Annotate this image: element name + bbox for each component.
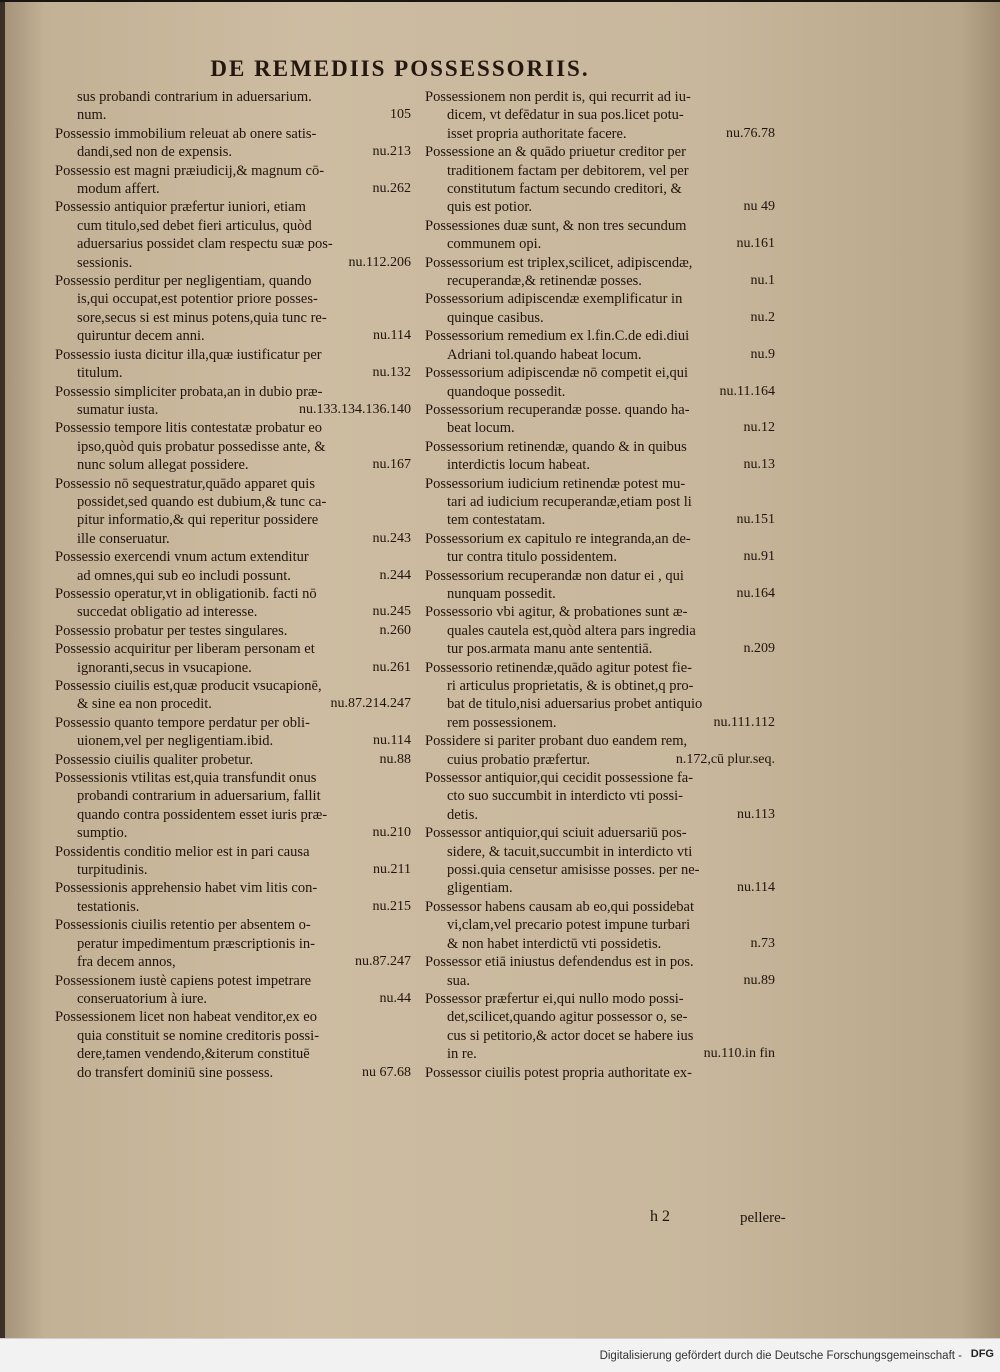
index-entry-line: nu.11.164 quandoque possedit. — [447, 383, 775, 400]
index-entry-reference: nu.9 — [750, 346, 775, 362]
index-entry-line: aduersarius possidet clam respectu suæ pos- — [77, 236, 333, 253]
index-entry-line: Possessorio vbi agitur, & probationes sunt æ- — [425, 604, 688, 621]
index-entry-reference: nu.213 — [372, 144, 411, 160]
index-entry-reference: nu.133.134.136.140 — [299, 401, 411, 417]
index-entry-reference: nu.114 — [373, 733, 411, 749]
index-entry — [425, 254, 775, 291]
index-entry — [55, 972, 411, 1009]
index-entry-line: cto suo succumbit in interdicto vti possi- — [447, 788, 684, 805]
index-entry-line: nu.12 beat locum. — [447, 420, 775, 437]
index-entry-line: n.209 tur pos.armata manu ante sententiā. — [447, 641, 775, 658]
dfg-logo: DFG — [970, 1348, 994, 1360]
index-entry-line: Possessorium adipiscendæ nō competit ei,qui — [425, 365, 688, 382]
index-entry-line: nu.261 ignoranti,secus in vsucapione. — [77, 659, 411, 676]
index-entry-line: Possessio acquiritur per liberam personam et — [55, 641, 315, 658]
index-entry-line: Possessorium est triplex,scilicet, adipiscendæ, — [425, 254, 693, 271]
index-entry-line: nu.215 testationis. — [77, 898, 411, 915]
index-entry-line: nu.262 modum affert. — [77, 181, 411, 198]
index-entry-reference: nu.211 — [373, 862, 411, 878]
index-entry-line: peratur impedimentum præscriptionis in- — [77, 935, 315, 952]
index-entry-reference: nu.114 — [737, 880, 775, 896]
index-entry-line: Possessio antiquior præfertur iuniori, etiam — [55, 199, 306, 216]
index-entry — [55, 272, 411, 346]
index-entry — [425, 990, 775, 1064]
index-entry-line: nu.211 turpitudinis. — [77, 862, 411, 879]
index-entry — [55, 1008, 411, 1082]
index-entry-line: nu.113 detis. — [447, 806, 775, 823]
index-entry-reference: nu.113 — [737, 806, 775, 822]
index-entry — [55, 585, 411, 622]
index-entry-line: Possessionis vtilitas est,quia transfundit onus — [55, 770, 317, 787]
index-entry-line: det,scilicet,quando agitur possessor o, se- — [447, 1009, 688, 1026]
index-entry-line: possidet,sed quando est dubium,& tunc ca- — [77, 493, 327, 510]
index-entry-line: nu.44 conseruatorium à iure. — [77, 990, 411, 1007]
index-entry-line: nu.87.247 fra decem annos, — [77, 954, 411, 971]
index-entry — [425, 401, 775, 438]
index-entry — [55, 125, 411, 162]
index-entry-reference: nu.164 — [736, 585, 775, 601]
index-entry-line: Possessionem non perdit is, qui recurrit ad iu- — [425, 89, 691, 105]
index-entry-line: Possessio iusta dicitur illa,quæ iustificatur per — [55, 346, 322, 363]
index-entry-reference: nu.87.214.247 — [330, 696, 411, 712]
index-entry — [425, 530, 775, 567]
index-entry-line: Possidentis conditio melior est in pari causa — [55, 843, 310, 860]
index-entry — [425, 824, 775, 898]
index-entry-line: Possidere si pariter probant duo eandem rem, — [425, 733, 688, 750]
index-entry-line: Possessor antiquior,qui cecidit possessione fa- — [425, 770, 694, 787]
index-entry-line: n.260 Possessio probatur per testes singulares. — [55, 622, 411, 639]
index-entry — [55, 346, 411, 383]
index-entry — [425, 364, 775, 401]
index-entry-line: Possessionem iustè capiens potest impetrare — [55, 972, 312, 989]
index-entry-line: nu 67.68 do transfert dominiū sine possess. — [77, 1064, 411, 1081]
index-entry-line: traditionem factam per debitorem, vel per — [447, 162, 689, 179]
index-entry-line: Possessorium adipiscendæ exemplificatur in — [425, 291, 683, 308]
index-entry-line: Possessorium ex capitulo re integranda,an de- — [425, 530, 691, 547]
index-entry-line: Possessione an & quādo priuetur creditor per — [425, 144, 686, 161]
index-entry-line: nu.161 communem opi. — [447, 236, 775, 253]
index-entry-line: nu.1 recuperandæ,& retinendæ posses. — [447, 273, 775, 290]
index-entry-line: constitutum factum secundo creditori, & — [447, 181, 682, 198]
index-entry-line: nu.164 nunquam possedit. — [447, 585, 775, 602]
index-entry-line: Possessorium recuperandæ posse. quando ha- — [425, 401, 690, 418]
index-entry-line: quia constituit se nomine creditoris possi- — [77, 1027, 320, 1044]
index-entry-line: Possessio quanto tempore perdatur per obli- — [55, 714, 310, 731]
index-entry-line: 105 num. — [77, 107, 411, 124]
index-entry — [55, 198, 411, 272]
index-entry-line: Possessor ciuilis potest propria authoritate ex- — [425, 1064, 692, 1081]
index-entry — [55, 843, 411, 880]
index-entry — [55, 751, 411, 769]
index-entry-line: cum titulo,sed debet fieri articulus, quòd — [77, 217, 312, 234]
index-entry-line: Possessorium remedium ex l.fin.C.de edi.diui — [425, 328, 690, 345]
index-entry-reference: nu.2 — [750, 309, 775, 325]
index-entry-reference: nu.88 — [379, 751, 411, 767]
index-entry-line: Possessio perditur per negligentiam, quando — [55, 273, 312, 290]
index-entry — [55, 419, 411, 474]
index-entry-line: ipso,quòd quis probatur possedisse ante, & — [77, 438, 326, 455]
index-entry-line: Possessorium recuperandæ non datur ei , qui — [425, 567, 684, 584]
index-entry-reference: nu.210 — [372, 825, 411, 841]
index-entry-reference: n.209 — [743, 641, 775, 657]
catchword: pellere- — [740, 1210, 786, 1226]
index-entry-line: dere,tamen vendendo,&iterum constituē — [77, 1046, 310, 1063]
index-entry-reference: nu.215 — [372, 898, 411, 914]
index-entry-line: nu.111.112 rem possessionem. — [447, 714, 775, 731]
index-entry-line: nu.213 dandi,sed non de expensis. — [77, 144, 411, 161]
index-entry-reference: nu.1 — [750, 273, 775, 289]
index-entry-line: nu.114 uionem,vel per negligentiam.ibid. — [77, 733, 411, 750]
index-entry-line: Possessiones duæ sunt, & non tres secundum — [425, 217, 687, 234]
index-entry — [425, 1064, 775, 1082]
index-entry-line: Possessionem licet non habeat venditor,ex eo — [55, 1009, 317, 1026]
index-entry-reference: n.73 — [750, 935, 775, 951]
index-entry — [55, 548, 411, 585]
index-entry-line: nu.110.in fin in re. — [447, 1046, 775, 1063]
index-entry — [55, 88, 411, 125]
footer-bar — [0, 1338, 1000, 1372]
index-entry-line: n.172,cū plur.seq. cuius probatio præfertur. — [447, 751, 775, 768]
index-entry-line: bat de titulo,nisi aduersarius probet antiquio — [447, 696, 703, 713]
index-entry-line: is,qui occupat,est potentior priore posses- — [77, 291, 318, 308]
index-entry-line: sus probandi contrarium in aduersarium. — [77, 89, 312, 105]
index-entry-reference: 105 — [390, 107, 411, 123]
index-entry-reference: nu.87.247 — [355, 954, 411, 970]
index-entry-line: possi.quia censetur amisisse posses. per ne- — [447, 862, 700, 879]
index-entry-line: nu.76.78 isset propria authoritate facere. — [447, 125, 775, 142]
index-entry-reference: nu.114 — [373, 328, 411, 344]
index-entry — [425, 567, 775, 604]
index-entry-line: nu.151 tem contestatam. — [447, 512, 775, 529]
index-entry-line: cus si petitorio,& actor docet se habere ius — [447, 1027, 694, 1044]
index-entry-line: nu.114 quiruntur decem anni. — [77, 328, 411, 345]
index-entry-reference: nu.91 — [743, 549, 775, 565]
index-entry-line: Possessor etiā iniustus defendendus est in pos. — [425, 954, 694, 971]
index-entry-line: Possessorium iudicium retinendæ potest mu- — [425, 475, 686, 492]
index-entry-line: Possessio ciuilis est,quæ producit vsucapionē, — [55, 678, 322, 694]
index-entry-line: nu.88 Possessio ciuilis qualiter probetur. — [55, 751, 411, 768]
index-entry — [425, 217, 775, 254]
index-entry-line: nu.167 nunc solum allegat possidere. — [77, 457, 411, 474]
index-entry-line: Possessio nō sequestratur,quādo apparet quis — [55, 475, 315, 492]
index-entry-reference: nu.111.112 — [713, 714, 775, 730]
index-entry — [55, 769, 411, 843]
index-entry-reference: nu 49 — [743, 199, 775, 215]
index-entry-line: nu.245 succedat obligatio ad interesse. — [77, 604, 411, 621]
index-entry-line: nu.89 sua. — [447, 972, 775, 989]
index-entry — [425, 769, 775, 824]
index-entry — [55, 640, 411, 677]
index-entry — [55, 879, 411, 916]
index-entry-line: nu.87.214.247 & sine ea non procedit. — [77, 696, 411, 713]
index-entry-reference: nu.167 — [372, 457, 411, 473]
index-column-right — [425, 88, 775, 1082]
index-entry-line: sidere, & tacuit,succumbit in interdicto vti — [447, 843, 693, 860]
index-entry-line: Possessio immobilium releuat ab onere satis- — [55, 125, 317, 142]
index-entry — [425, 290, 775, 327]
index-entry — [425, 327, 775, 364]
index-entry-line: Possessio tempore litis contestatæ probatur eo — [55, 420, 323, 437]
index-entry-line: Possessio est magni præiudicij,& magnum cō- — [55, 162, 325, 179]
index-entry-reference: nu.261 — [372, 659, 411, 675]
index-entry — [55, 475, 411, 549]
footer-funding-text: Digitalisierung gefördert durch die Deutsche Forschungsgemeinschaft - — [599, 1350, 962, 1362]
signature-mark: h 2 — [650, 1208, 670, 1225]
index-entry-line: nu.2 quinque casibus. — [447, 309, 775, 326]
index-entry — [425, 438, 775, 475]
index-entry-reference: nu.132 — [372, 365, 411, 381]
index-entry — [55, 916, 411, 971]
index-entry-line: nu.13 interdictis locum habeat. — [447, 457, 775, 474]
index-entry — [425, 659, 775, 733]
index-entry-line: dicem, vt defēdatur in sua pos.licet potu- — [447, 107, 684, 124]
index-entry-line: Possessionis ciuilis retentio per absentem o- — [55, 917, 311, 934]
index-entry-line: n.73 & non habet interdictū vti possidetis. — [447, 935, 775, 952]
index-entry-line: pitur informatio,& qui reperitur possidere — [77, 512, 319, 529]
index-entry-line: tari ad iudicium recuperandæ,etiam post li — [447, 493, 692, 510]
index-entry-line: sore,secus si est minus potens,quia tunc re- — [77, 309, 327, 326]
index-entry-reference: nu.13 — [743, 457, 775, 473]
index-entry-reference: nu.262 — [372, 181, 411, 197]
index-entry-reference: nu.151 — [736, 512, 775, 528]
index-entry-line: nu.243 ille conseruatur. — [77, 530, 411, 547]
index-entry — [425, 88, 775, 143]
index-entry-reference: nu.110.in fin — [703, 1046, 775, 1062]
index-entry-line: nu.210 sumptio. — [77, 825, 411, 842]
index-entry-line: nu.132 titulum. — [77, 365, 411, 382]
index-entry-line: probandi contrarium in aduersarium, fallit — [77, 788, 321, 805]
index-entry — [425, 953, 775, 990]
index-entry — [425, 732, 775, 769]
index-entry-reference: n.244 — [379, 567, 411, 583]
index-entry — [55, 677, 411, 714]
index-entry-reference: nu.161 — [736, 236, 775, 252]
index-entry-line: Possessor præfertur ei,qui nullo modo possi- — [425, 990, 684, 1007]
index-entry-reference: nu.112.206 — [348, 254, 411, 270]
index-entry-line: nu.114 gligentiam. — [447, 880, 775, 897]
index-entry-line: Possessor habens causam ab eo,qui possidebat — [425, 898, 695, 915]
index-entry — [55, 622, 411, 640]
index-entry — [425, 143, 775, 217]
index-entry — [425, 898, 775, 953]
index-entry-reference: nu.243 — [372, 530, 411, 546]
index-entry-line: quales cautela est,quòd altera pars ingredia — [447, 622, 696, 639]
index-entry — [55, 714, 411, 751]
index-entry — [425, 603, 775, 658]
index-entry-line: Possessio exercendi vnum actum extenditur — [55, 549, 309, 566]
index-entry — [55, 383, 411, 420]
index-entry-line: Possessorium retinendæ, quando & in quibus — [425, 438, 687, 455]
index-entry-line: Possessor antiquior,qui sciuit aduersariū pos- — [425, 825, 687, 842]
index-entry-line: Possessorio retinendæ,quādo agitur potest fie- — [425, 659, 692, 676]
index-entry — [55, 162, 411, 199]
index-entry-reference: nu 67.68 — [362, 1064, 411, 1080]
index-entry-line: nu 49 quis est potior. — [447, 199, 775, 216]
index-entry-reference: n.260 — [379, 622, 411, 638]
index-entry-reference: nu.76.78 — [726, 125, 775, 141]
page-running-title: DE REMEDIIS POSSESSORIIS. — [210, 56, 590, 81]
index-entry-line: Possessio operatur,vt in obligationib. facti nō — [55, 585, 317, 602]
index-entry-line: nu.91 tur contra titulo possidentem. — [447, 549, 775, 566]
index-entry-reference: nu.44 — [379, 990, 411, 1006]
index-entry-line: Possessio simpliciter probata,an in dubio præ- — [55, 383, 323, 400]
index-entry-line: nu.112.206 sessionis. — [77, 254, 411, 271]
index-entry-line: nu.133.134.136.140 sumatur iusta. — [77, 401, 411, 418]
index-entry — [425, 475, 775, 530]
index-entry-reference: nu.89 — [743, 972, 775, 988]
index-entry-line: quando contra possidentem esset iuris præ- — [77, 806, 328, 823]
index-entry-reference: n.172,cū plur.seq. — [675, 751, 775, 767]
index-entry-reference: nu.245 — [372, 604, 411, 620]
index-entry-line: Possessionis apprehensio habet vim litis con- — [55, 880, 318, 897]
index-entry-reference: nu.11.164 — [719, 383, 775, 399]
index-entry-line: n.244 ad omnes,qui sub eo includi possunt. — [77, 567, 411, 584]
index-entry-reference: nu.12 — [743, 420, 775, 436]
index-column-left — [55, 88, 411, 1082]
index-entry-line: vi,clam,vel precario potest impune turbari — [447, 917, 691, 934]
index-entry-line: ri articulus proprietatis, & is obtinet,q pro- — [447, 678, 694, 694]
index-entry-line: nu.9 Adriani tol.quando habeat locum. — [447, 346, 775, 363]
